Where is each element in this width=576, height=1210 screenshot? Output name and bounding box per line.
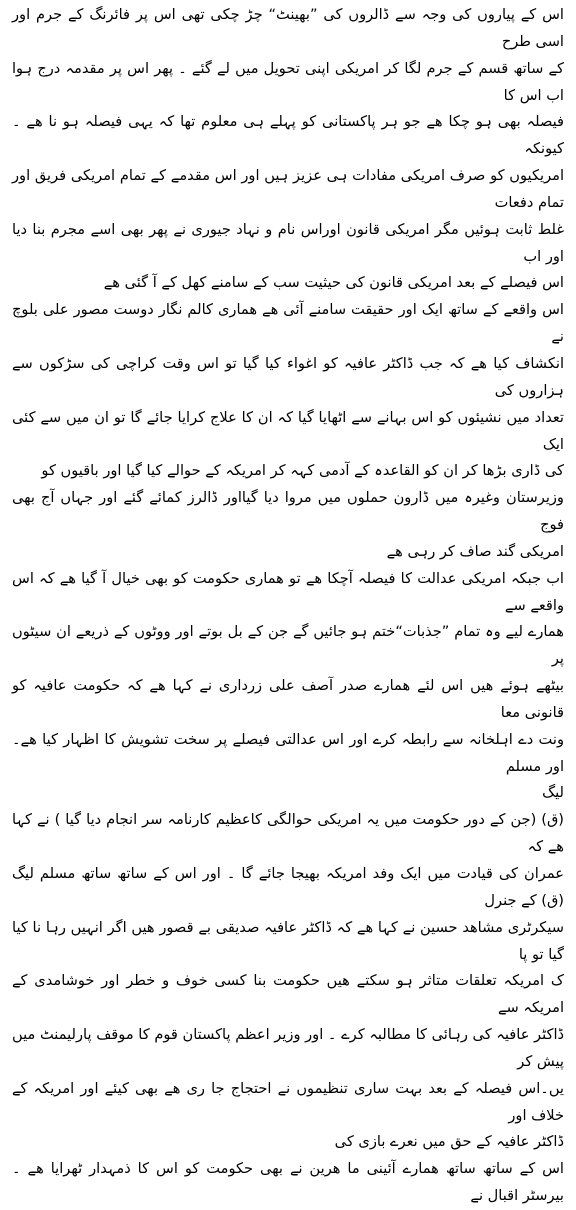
paragraph-3: اب جبکہ امریکی عدالت کا فیصلہ آچکا ھے تو ھماری حکومت کو بھی خیال آ گیا ھے کہ اس واقعے سے ھمارے لیے وہ تمام ”جذبات“ختم ہو جائیں گے جن کے بل بوتے اور ووٹوں کے ذریعے ان سیٹوں پر بیٹھے ہوئے ھیں اس لئے ھمارے صدر آصف علی زرداری نے کہا ھے کہ حکومت عافیہ کو قانونی معا ونت دے اہلخانہ سے رابطہ کرے اور اس عدالتی فیصلے پر سخت تشویش کا اظہار کیا ھے۔اور مسلم لیگ (12, 569, 564, 802)
paragraph-5: اس کے ساتھ ساتھ ھمارے آئینی ما ھرین نے بھی حکومت کو اس کا ذمہدار ٹھرایا ھے ۔ بیرسٹر اقبال نے (12, 1160, 564, 1205)
paragraph-4: (ق) (جن کے دور حکومت میں یہ امریکی حوالگی کاعظیم کارنامہ سر انجام دیا گیا ) نے کہا ھے کہ عمران کی قیادت میں ایک وفد امریکہ بھیجا جائے گا ۔ اور اس کے ساتھ ساتھ مسلم لیگ (ق) کے جنرل سیکرٹری مشاھد حسین نے کہا ھے کہ ڈاکٹر عافیہ صدیقی بے قصور ھیں اگر انہیں رہا نا کیا گیا تو پا ک امریکہ تعلقات متاثر ہو سکتے ھیں حکومت بنا کسی خوف و خطر اور خوشامدی کے امریکہ سے ڈاکٹر عافیہ کی رہائی کا مطالبہ کرے ۔ اور وزیر اعظم پاکستان قوم کا موقف پارلیمنٹ میں پیش کر یں۔اس فیصلہ کے بعد بہت ساری تنظیموں نے احتجاج جا ری ھے بھی کیئے اور امریکہ کے خلاف اور ڈاکٹر عافیہ کے حق میں نعرے بازی کی (12, 811, 564, 1151)
urdu-article (12, 2, 564, 1210)
paragraph-1: اس کے پیاروں کی وجہ سے ڈالروں کی ”بھینٹ“ چڑ چکی تھی اس پر فائرنگ کے جرم اور اسی طرح کے ساتھ قسم کے جرم لگا کر امریکی اپنی تحویل میں لے گئے ۔ پھر اس پر مقدمہ درج ہوا اب اس کا فیصلہ بھی ہو چکا ھے جو ہر پاکستانی کو پہلے ہی معلوم تھا کہ یہی فیصلہ ہو نا ھے ۔ کیونکہ امریکیوں کو صرف امریکی مفادات ہی عزیز ہیں اور اس مقدمے کے تمام امریکی فریق اور تمام دفعات غلط ثابت ہوئیں مگر امریکی قانون اوراس نام و نہاد جیوری نے پھر بھی اسے مجرم بنا دیا اور اب اس فیصلے کے بعد امریکی قانون کی حیثیت سب کے سامنے کھل کے آ گئی ھے (12, 6, 564, 292)
paragraph-2: اس واقعے کے ساتھ ایک اور حقیقت سامنے آئی ھے ھماری کالم نگار دوست مصور علی بلوچ نے انکشاف کیا ھے کہ جب ڈاکٹر عافیہ کو اغواء کیا گیا تو اس وقت کراچی کی سڑکوں سے ہزاروں کی تعداد میں نشیئوں کو اس بہانے سے اٹھایا گیا کہ ان کا علاج کرایا جائے گا تو ان میں سے کئی ایک کی ڈاری بڑھا کر ان کو القاعدہ کے آدمی کہہ کر امریکہ کے حوالے کیا گیا اور باقیوں کو وزیرستان وغیرہ میں ڈارون حملوں میں مروا دیا گیااور ڈالرز کمائے گئے اور جہاں آج بھی فوج امریکی گند صاف کر رہی ھے (12, 301, 564, 560)
